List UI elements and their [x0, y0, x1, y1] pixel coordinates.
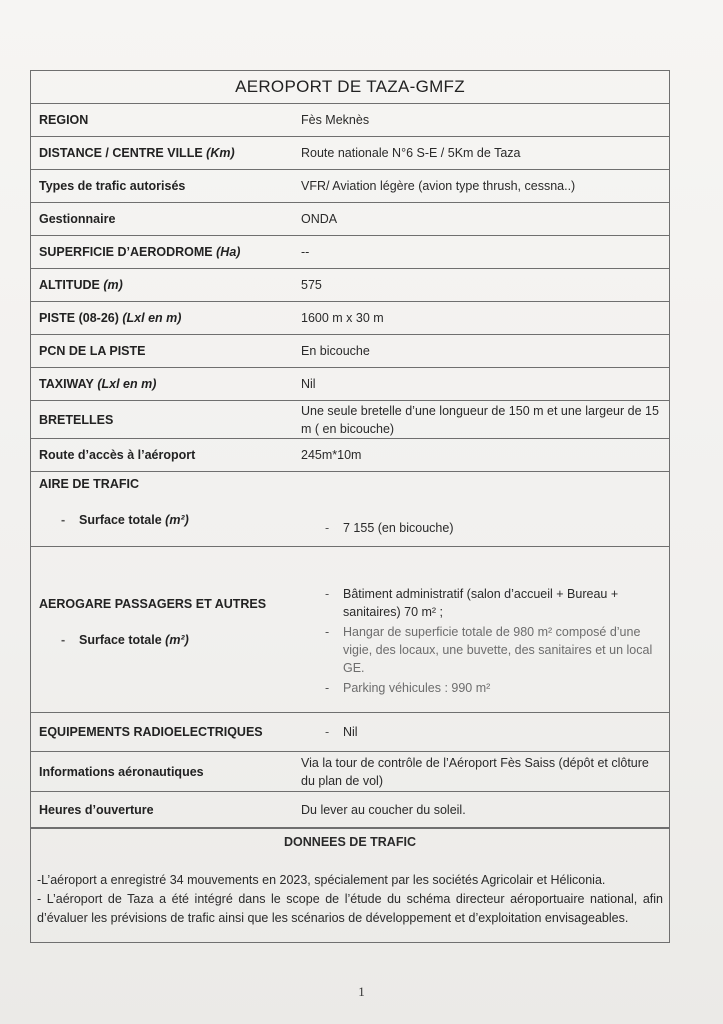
table-title: AEROPORT DE TAZA-GMFZ	[31, 71, 669, 104]
table-row	[31, 401, 669, 439]
row-value: Route nationale N°6 S-E / 5Km de Taza	[301, 146, 521, 160]
table-row	[31, 269, 669, 302]
row-label: Types de trafic autorisés	[39, 179, 186, 193]
table-row	[31, 335, 669, 368]
aerogare-sub-label: - Surface totale (m²)	[61, 633, 189, 647]
traffic-paragraph: -L’aéroport a enregistré 34 mouvements en 2023, spécialement par les sociétés Agricolair et Héliconia.	[37, 873, 606, 887]
table-row	[31, 170, 669, 203]
aire-value: - 7 155 (en bicouche)	[325, 521, 454, 535]
row-label: Gestionnaire	[39, 212, 116, 226]
table-row	[31, 752, 669, 792]
row-value: Du lever au coucher du soleil.	[301, 802, 466, 817]
row-value: VFR/ Aviation légère (avion type thrush, cessna..)	[301, 179, 576, 193]
list-item: - Hangar de superficie totale de 980 m² composé d’une vigie, des locaux, une buvette, des sanitaires et un local GE.	[325, 625, 653, 675]
table-row	[31, 302, 669, 335]
row-value: Une seule bretelle d’une longueur de 150 m et une largeur de 15 m ( en bicouche)	[301, 403, 659, 436]
row-label: PCN DE LA PISTE	[39, 344, 146, 358]
row-value: Via la tour de contrôle de l’Aéroport Fès Saiss (dépôt et clôture du plan de vol)	[301, 755, 649, 788]
traffic-text	[31, 857, 669, 942]
table-row	[31, 236, 669, 269]
row-value: 1600 m x 30 m	[301, 311, 384, 325]
row-label: Informations aéronautiques	[39, 764, 204, 779]
row-label: ALTITUDE (m)	[39, 278, 123, 292]
page-number: 1	[358, 984, 365, 999]
airport-info-table	[30, 70, 670, 943]
traffic-section	[31, 828, 669, 942]
row-label: DISTANCE / CENTRE VILLE (Km)	[39, 146, 235, 160]
row-value: 575	[301, 278, 322, 292]
aire-de-trafic-block	[31, 472, 669, 547]
table-row	[31, 104, 669, 137]
aire-label: AIRE DE TRAFIC	[39, 477, 139, 491]
row-value: Nil	[301, 377, 316, 391]
table-row	[31, 203, 669, 236]
list-item: - Parking véhicules : 990 m²	[325, 681, 491, 695]
row-label: EQUIPEMENTS RADIOELECTRIQUES	[39, 725, 263, 739]
row-value: Fès Meknès	[301, 113, 370, 127]
row-value: --	[301, 245, 310, 259]
table-row	[31, 439, 669, 472]
row-value: ONDA	[301, 212, 338, 226]
row-value: En bicouche	[301, 344, 370, 358]
traffic-title: DONNEES DE TRAFIC	[284, 835, 416, 849]
table-row	[31, 792, 669, 828]
row-label: TAXIWAY (Lxl en m)	[39, 377, 157, 391]
row-label: PISTE (08-26) (Lxl en m)	[39, 311, 182, 325]
table-row	[31, 137, 669, 170]
row-label: SUPERFICIE D’AERODROME (Ha)	[39, 245, 241, 259]
table-row	[31, 368, 669, 401]
row-label: BRETELLES	[39, 412, 114, 427]
traffic-paragraph: - L’aéroport de Taza a été intégré dans le scope de l’étude du schéma directeur aéroportuaire national, afin d’évaluer les prévisions de trafic ainsi que les scénarios de développement et d’exploitation envisageables.	[37, 892, 663, 925]
aerogare-label: AEROGARE PASSAGERS ET AUTRES	[39, 597, 267, 611]
table-row	[31, 713, 669, 752]
aerogare-block	[31, 547, 669, 713]
list-item: - Bâtiment administratif (salon d’accueil + Bureau + sanitaires) 70 m² ;	[325, 587, 619, 619]
row-label: Heures d’ouverture	[39, 802, 154, 817]
row-value: - Nil	[325, 725, 358, 739]
aire-sub-label: - Surface totale (m²)	[61, 513, 189, 527]
row-label: Route d’accès à l’aéroport	[39, 448, 196, 462]
row-value: 245m*10m	[301, 448, 362, 462]
row-label: REGION	[39, 113, 89, 127]
aerogare-items	[325, 585, 665, 699]
